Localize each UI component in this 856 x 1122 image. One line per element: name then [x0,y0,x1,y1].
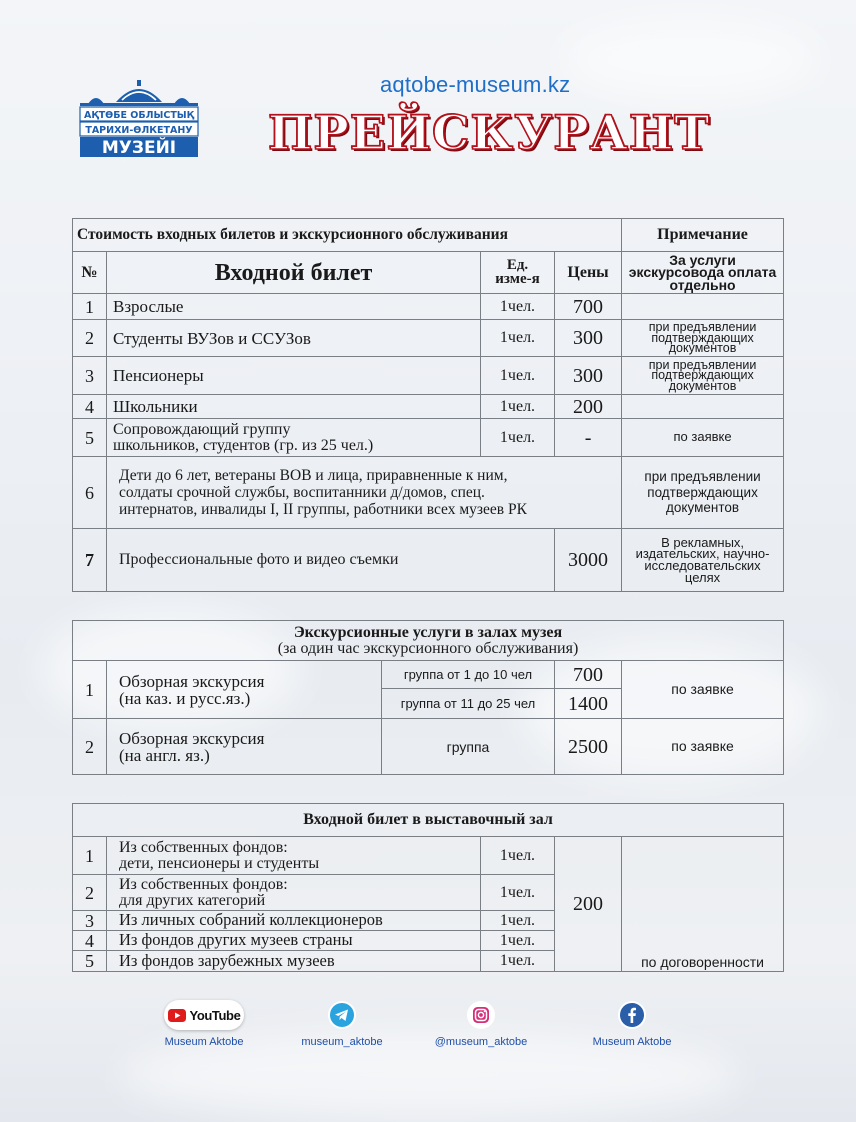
table-row [73,661,784,689]
row-name: Профессиональные фото и видео съемки [107,529,555,592]
group-size: группа от 11 до 25 чел [382,689,555,719]
row-price: 2500 [555,719,622,775]
excursion-table [72,620,784,775]
row-note: при предъявлении подтверждающих документов [622,320,784,357]
row-note: при предъявлении подтверждающих документов [622,357,784,395]
row-unit: 1чел. [481,357,555,395]
social-label[interactable]: Museum Aktobe [592,1036,672,1048]
row-price: 300 [555,357,622,395]
row-name-line-1: Обзорная экскурсия [119,728,265,748]
row-number: 1 [73,294,107,320]
row-name [107,661,382,719]
row-number: 5 [73,951,107,972]
row-price: 3000 [555,529,622,592]
row-unit: 1чел. [481,951,555,972]
row-number: 5 [73,419,107,457]
row-number: 3 [73,357,107,395]
row-price: 200 [555,395,622,419]
table-row [73,719,784,775]
col-unit-header [481,252,555,294]
row-note: при предъявлении подтверждающих документов [622,457,784,529]
row-name: Студенты ВУЗов и ССУЗов [107,320,481,357]
site-url[interactable]: aqtobe-museum.kz [380,72,571,97]
table-row [73,320,784,357]
row-name-line-1: Обзорная экскурсия [119,671,265,691]
row-number: 7 [73,529,107,592]
row-unit: 1чел. [481,911,555,931]
row-name-line-2: школьников, студентов (гр. из 25 чел.) [113,436,374,454]
row-name-line-2: (на англ. яз.) [119,745,210,765]
logo-line-1: АҚТӨБЕ ОБЛЫСТЫҚ [83,110,195,121]
row-name: Пенсионеры [107,357,481,395]
row-number: 3 [73,911,107,931]
row-name: Школьники [107,395,481,419]
row-price: 700 [555,661,622,689]
row-name-line-1: Из собственных фондов: [119,876,288,894]
row-unit: 1чел. [481,837,555,875]
row-note [622,395,784,419]
row-unit: 1чел. [481,294,555,320]
youtube-badge-text: YouTube [189,1007,241,1023]
exhibition-price: 200 [555,837,622,972]
row-name [107,457,622,529]
social-label[interactable]: @museum_aktobe [434,1036,528,1048]
row-unit: 1чел. [481,320,555,357]
row-price: 300 [555,320,622,357]
youtube-icon[interactable] [164,1000,244,1030]
row-number: 1 [73,661,107,719]
table-row [73,457,784,529]
row-name-line-2: дети, пенсионеры и студенты [119,854,320,872]
row-number: 4 [73,931,107,951]
logo-line-3: МУЗЕЙІ [101,138,177,158]
table-row [73,357,784,395]
social-instagram[interactable] [425,1000,537,1048]
ticket-price-table [72,218,784,592]
background-cloud [560,20,820,100]
col-price-header: Цены [555,252,622,294]
row-unit: 1чел. [481,395,555,419]
row-name-line-1: Из собственных фондов: [119,839,288,857]
row-name [107,875,481,911]
row-name-line-1: Дети до 6 лет, ветераны ВОВ и лица, приравненные к ним, [119,466,508,484]
row-name: Из личных собраний коллекционеров [107,911,481,931]
row-name [107,419,481,457]
row-price: 1400 [555,689,622,719]
table-row [73,395,784,419]
col-note-header: За услуги экскурсовода оплата отдельно [622,252,784,294]
group-size: группа [382,719,555,775]
row-number: 4 [73,395,107,419]
row-name [107,719,382,775]
table-row [73,529,784,592]
row-number: 1 [73,837,107,875]
col-number-header: № [73,252,107,294]
page-title: ПРЕЙСКУРАНТ [268,106,711,161]
col-unit-line-2: изме-я [495,270,540,287]
row-number: 2 [73,875,107,911]
table-caption-title: Экскурсионные услуги в залах музея [293,623,563,641]
logo-line-2: ТАРИХИ-ӨЛКЕТАНУ [85,125,193,136]
row-number: 6 [73,457,107,529]
social-label[interactable]: Museum Aktobe [164,1036,244,1048]
row-name-line-2: (на каз. и русс.яз.) [119,688,251,708]
exhibition-note: по договоренности [622,837,784,972]
social-telegram[interactable] [292,1000,392,1048]
row-name: Из фондов других музеев страны [107,931,481,951]
row-name-line-3: интернатов, инвалиды I, II группы, работники всех музеев РК [119,501,527,519]
row-name-line-2: солдаты срочной службы, воспитанники д/домов, спец. [119,483,485,501]
row-price: - [555,419,622,457]
exhibition-ticket-table [72,803,784,972]
table-caption: Входной билет в выставочный зал [73,804,784,837]
col-unit-line-1: Ед. [506,257,529,273]
social-facebook[interactable] [584,1000,680,1048]
telegram-icon[interactable] [327,1000,357,1030]
row-name-line-1: Сопровождающий группу [113,421,291,439]
museum-logo [78,80,200,160]
group-size: группа от 1 до 10 чел [382,661,555,689]
row-note: по заявке [622,719,784,775]
social-youtube[interactable] [158,1000,250,1048]
row-unit: 1чел. [481,419,555,457]
row-unit: 1чел. [481,875,555,911]
table-row [73,419,784,457]
row-number: 2 [73,320,107,357]
row-price: 700 [555,294,622,320]
row-number: 2 [73,719,107,775]
table-caption-subtitle: (за один час экскурсионного обслуживания) [277,639,579,657]
facebook-icon[interactable] [617,1000,647,1030]
row-note: по заявке [622,661,784,719]
row-name: Взрослые [107,294,481,320]
table-caption: Стоимость входных билетов и экскурсионного обслуживания [73,219,622,252]
table-row [73,837,784,875]
instagram-icon[interactable] [466,1000,496,1030]
social-label[interactable]: museum_aktobe [301,1036,383,1048]
table-row [73,294,784,320]
row-name [107,837,481,875]
row-note: В рекламных, издательских, научно-исследовательских целях [622,529,784,592]
row-note [622,294,784,320]
row-note: по заявке [622,419,784,457]
table-caption [73,621,784,661]
row-unit: 1чел. [481,931,555,951]
note-header: Примечание [622,219,784,252]
row-name: Из фондов зарубежных музеев [107,951,481,972]
row-name-line-2: для других категорий [119,891,266,909]
col-ticket-header: Входной билет [107,252,481,294]
